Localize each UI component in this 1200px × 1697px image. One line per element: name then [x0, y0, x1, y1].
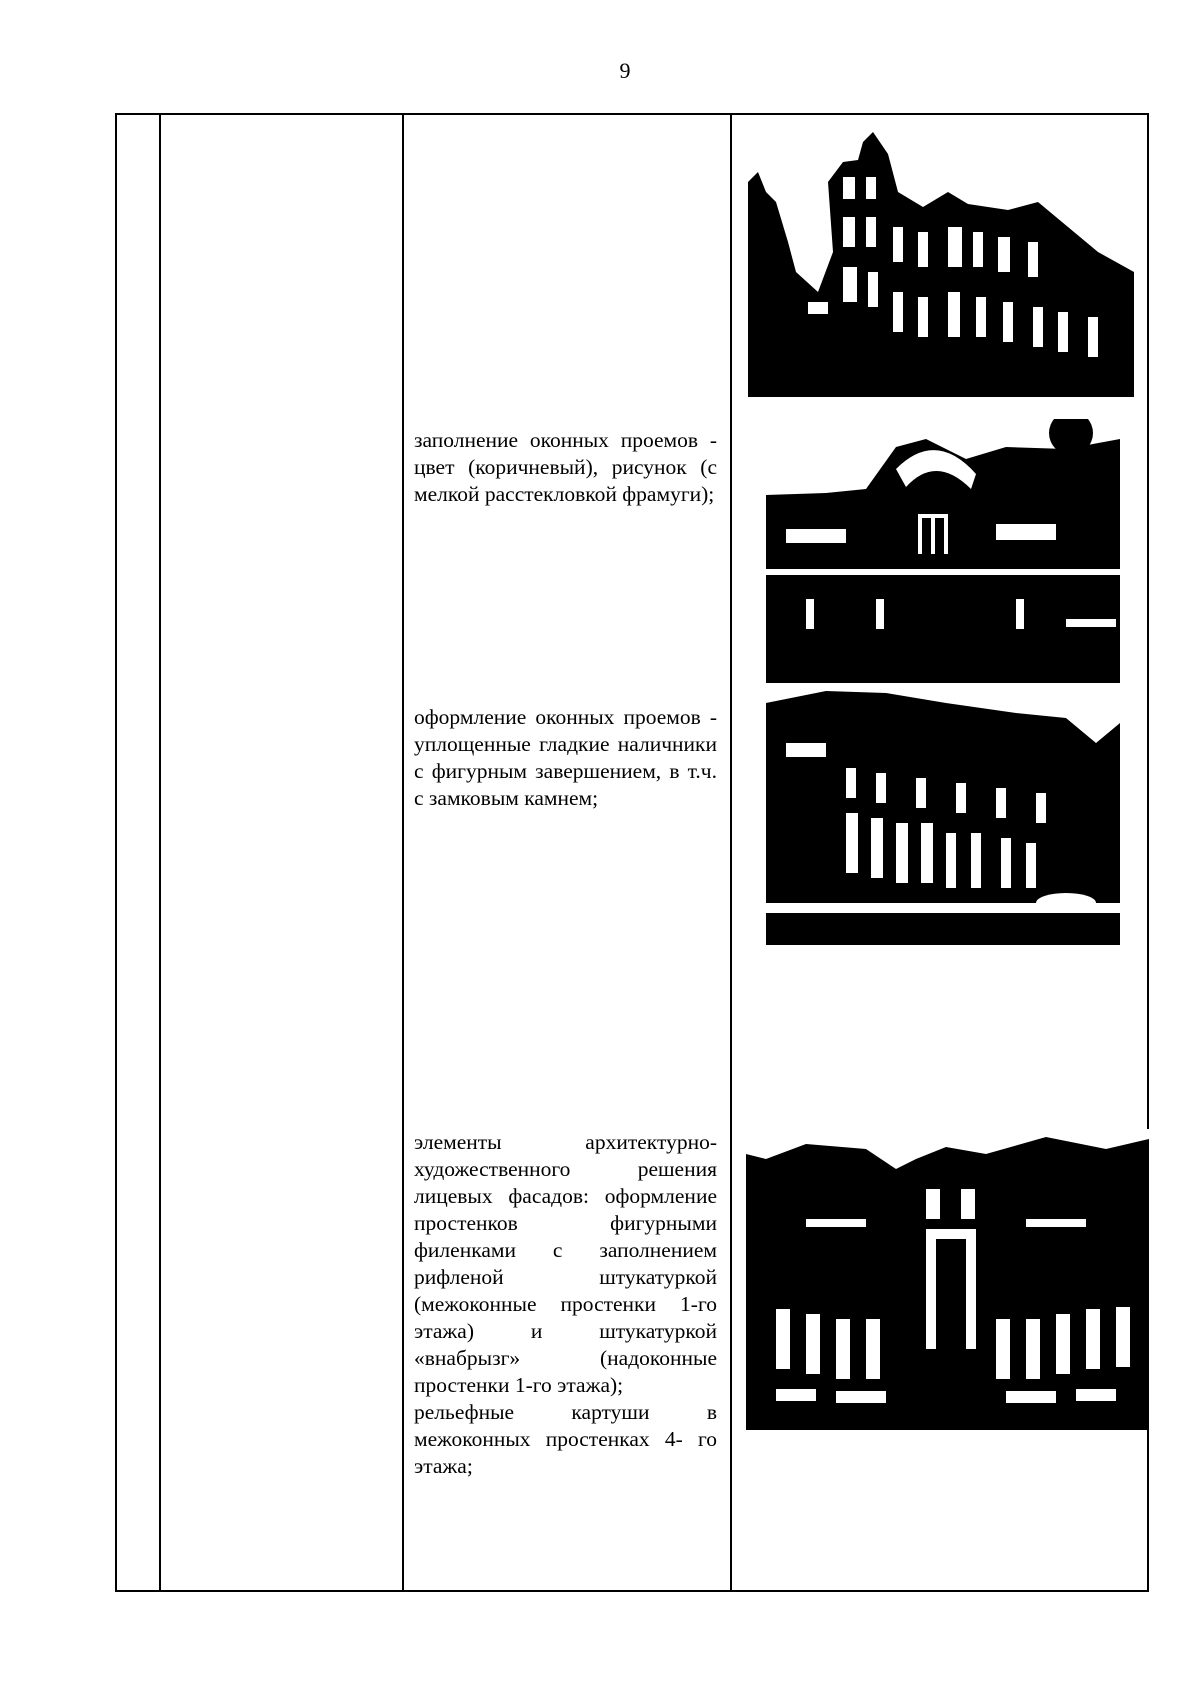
- facade-elements-text: [414, 1129, 717, 1480]
- building-street-photo: [766, 683, 1120, 945]
- window-gable-photo: [766, 419, 1120, 683]
- requirement-paragraph: заполнение оконных проемов - цвет (коричневый), рисунок (с мелкой расстекловкой фрамуги);: [414, 428, 717, 506]
- requirement-paragraph: оформление оконных проемов - уплощенные гладкие наличники с фигурным завершением, в т.ч. с замковым камнем;: [414, 705, 717, 810]
- requirement-paragraph: рельефные картуши в межоконных простенках 4- го этажа;: [414, 1400, 717, 1478]
- window-filling-text: [414, 427, 717, 508]
- column-divider: [402, 115, 404, 1590]
- page-number: 9: [619, 58, 631, 83]
- column-divider: [730, 115, 732, 1590]
- requirement-paragraph: элементы архитектурно-художественного решения лицевых фасадов: оформление простенков фигурными филенками с заполнением рифленой штукатуркой (межоконные простенки 1-го этажа) и штукатуркой «внабрызг» (надоконные простенки 1-го этажа);: [414, 1130, 717, 1397]
- building-front-facade-photo: [746, 1129, 1149, 1430]
- column-divider: [159, 115, 161, 1590]
- building-facade-corner-photo: [748, 132, 1134, 397]
- window-trim-text: [414, 704, 717, 812]
